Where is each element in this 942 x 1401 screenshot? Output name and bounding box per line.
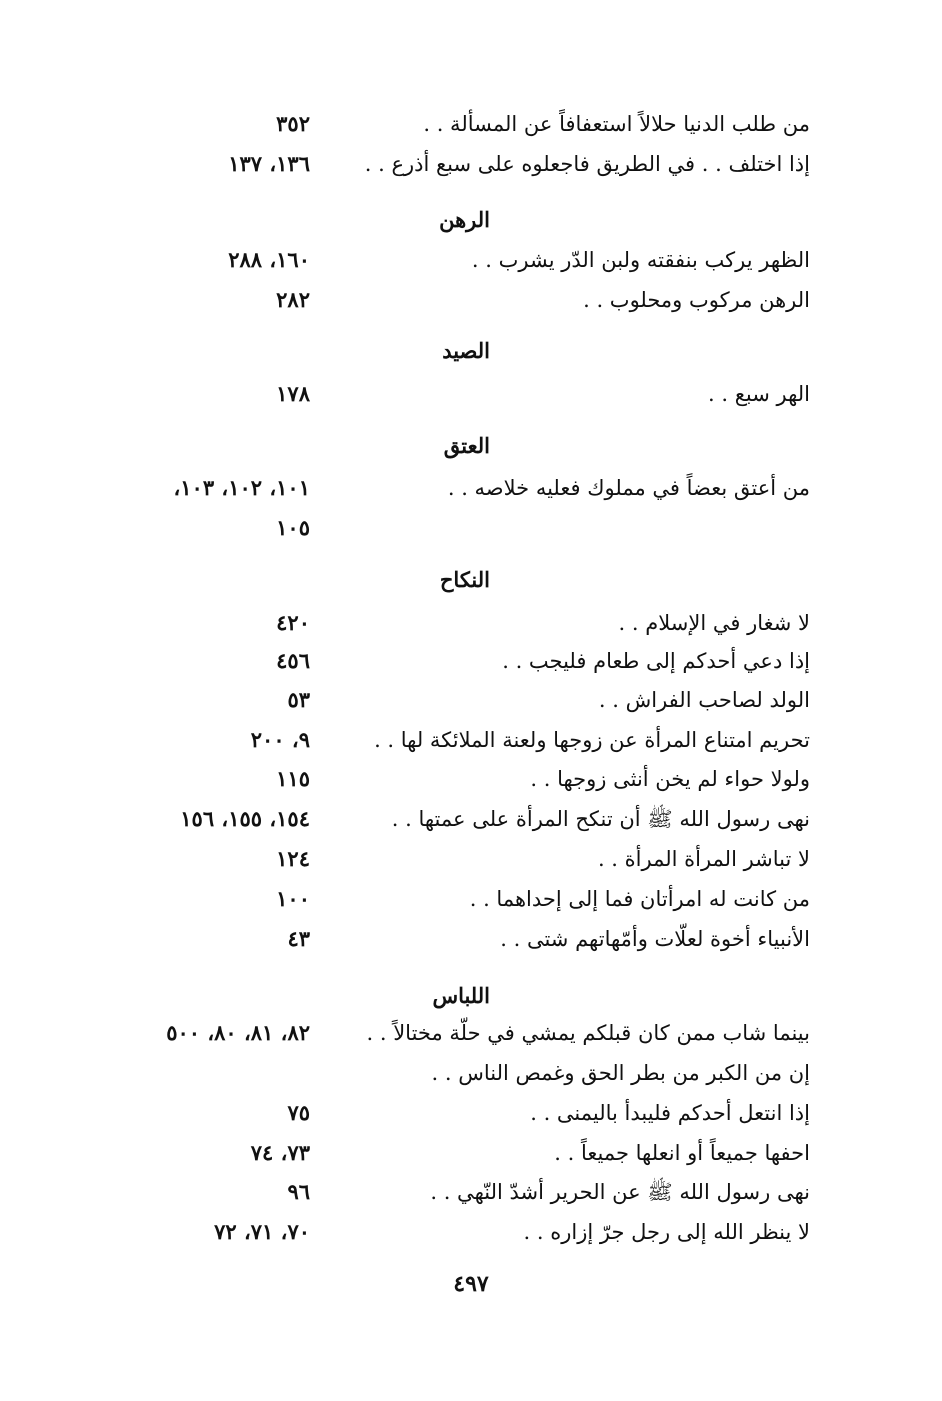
page-refs: ٣٥٢ <box>276 111 310 136</box>
page-refs: ٤٢٠ <box>276 610 310 635</box>
hadith-text: الرهن مركوب ومحلوب . . <box>583 288 810 312</box>
hadith-text: الهر سبع . . <box>708 382 810 406</box>
index-entry <box>0 147 942 181</box>
hadith-text: من أعتق بعضاً في مملوك فعليه خلاصه . . <box>447 476 810 500</box>
section-heading-sayd: الصيد <box>442 338 490 363</box>
hadith-text: لا ينظر الله إلى رجل جرّ إزاره . . <box>523 1220 810 1244</box>
page-number: ٤٩٧ <box>453 1271 489 1297</box>
page-refs: ٤٥٦ <box>276 648 310 673</box>
hadith-text: إذا اختلف . . في الطريق فاجعلوه على سبع أذرع . . <box>364 152 810 176</box>
index-entry <box>0 511 942 545</box>
hadith-text: لا تباشر المرأة المرأة . . <box>597 847 810 871</box>
page-refs: ١٠٥ <box>276 515 310 540</box>
index-entry <box>0 882 942 916</box>
index-entry <box>0 922 942 956</box>
hadith-text: الأنبياء أخوة لعلّات وأمّهاتهم شتى . . <box>500 927 810 951</box>
hadith-text: تحريم امتناع المرأة عن زوجها ولعنة الملائكة لها . . <box>374 728 810 752</box>
page-refs: ١٢٤ <box>276 846 310 871</box>
index-entry <box>0 723 942 757</box>
section-heading-libas: اللباس <box>432 983 490 1008</box>
page-refs: ١٧٨ <box>276 381 310 406</box>
index-entry <box>0 683 942 717</box>
page-refs: ١٥٤، ١٥٥، ١٥٦ <box>180 806 310 831</box>
hadith-text: احفها جميعاً أو انعلها جميعاً . . <box>554 1141 810 1165</box>
index-entry <box>0 606 942 640</box>
page-refs: ٩، ٢٠٠ <box>250 727 310 752</box>
page-refs: ١٠٠ <box>276 886 310 911</box>
hadith-text: الولد لصاحب الفراش . . <box>598 688 810 712</box>
hadith-text: بينما شاب ممن كان قبلكم يمشي في حلّة مختالاً . . <box>366 1021 810 1045</box>
page-refs: ٨٢، ٨١، ٨٠، ٥٠٠ <box>166 1020 310 1045</box>
hadith-text: ولولا حواء لم يخن أنثى زوجها . . <box>530 767 810 791</box>
index-entry <box>0 644 942 678</box>
index-entry <box>0 243 942 277</box>
hadith-text: لا شغار في الإسلام . . <box>618 611 810 635</box>
index-entry <box>0 107 942 141</box>
page-refs: ٧٥ <box>287 1100 310 1125</box>
index-entry <box>0 1056 942 1090</box>
page-refs: ٤٣ <box>287 926 310 951</box>
index-entry <box>0 1215 942 1249</box>
hadith-text: إن من الكبر من بطر الحق وغمص الناس . . <box>431 1061 810 1085</box>
page-refs: ٢٨٢ <box>276 287 310 312</box>
page-refs: ١٦٠، ٢٨٨ <box>228 247 310 272</box>
page-refs: ٧٣، ٧٤ <box>250 1140 310 1165</box>
page-refs: ١١٥ <box>276 766 310 791</box>
index-entry <box>0 802 942 836</box>
index-entry <box>0 283 942 317</box>
section-heading-itq: العتق <box>443 433 490 458</box>
page-refs: ٩٦ <box>287 1179 310 1204</box>
page-refs: ٧٠، ٧١، ٧٢ <box>214 1219 310 1244</box>
index-entry <box>0 1175 942 1209</box>
page-refs: ٥٣ <box>287 687 310 712</box>
index-entry <box>0 1096 942 1130</box>
hadith-text: إذا دعي أحدكم إلى طعام فليجب . . <box>502 649 810 673</box>
page-refs: ١٠١، ١٠٢، ١٠٣، <box>173 475 310 500</box>
hadith-text: من طلب الدنيا حلالاً استعفافاً عن المسألة . . <box>423 112 810 136</box>
hadith-text: نهى رسول الله ﷺ أن تنكح المرأة على عمتها . . <box>391 807 810 831</box>
index-entry <box>0 377 942 411</box>
page-refs: ١٣٦، ١٣٧ <box>228 151 310 176</box>
hadith-text: من كانت له امرأتان فما إلى إحداهما . . <box>469 887 810 911</box>
section-heading-nikah: النكاح <box>439 567 490 592</box>
index-entry <box>0 842 942 876</box>
index-entry <box>0 1016 942 1050</box>
hadith-text: إذا انتعل أحدكم فليبدأ باليمنى . . <box>530 1101 810 1125</box>
hadith-text: نهى رسول الله ﷺ عن الحرير أشدّ النّهي . . <box>430 1180 810 1204</box>
index-entry <box>0 1136 942 1170</box>
section-heading-rahn: الرهن <box>439 207 490 232</box>
hadith-text: الظهر يركب بنفقته ولبن الدّر يشرب . . <box>471 248 810 272</box>
index-entry <box>0 762 942 796</box>
index-entry <box>0 471 942 505</box>
